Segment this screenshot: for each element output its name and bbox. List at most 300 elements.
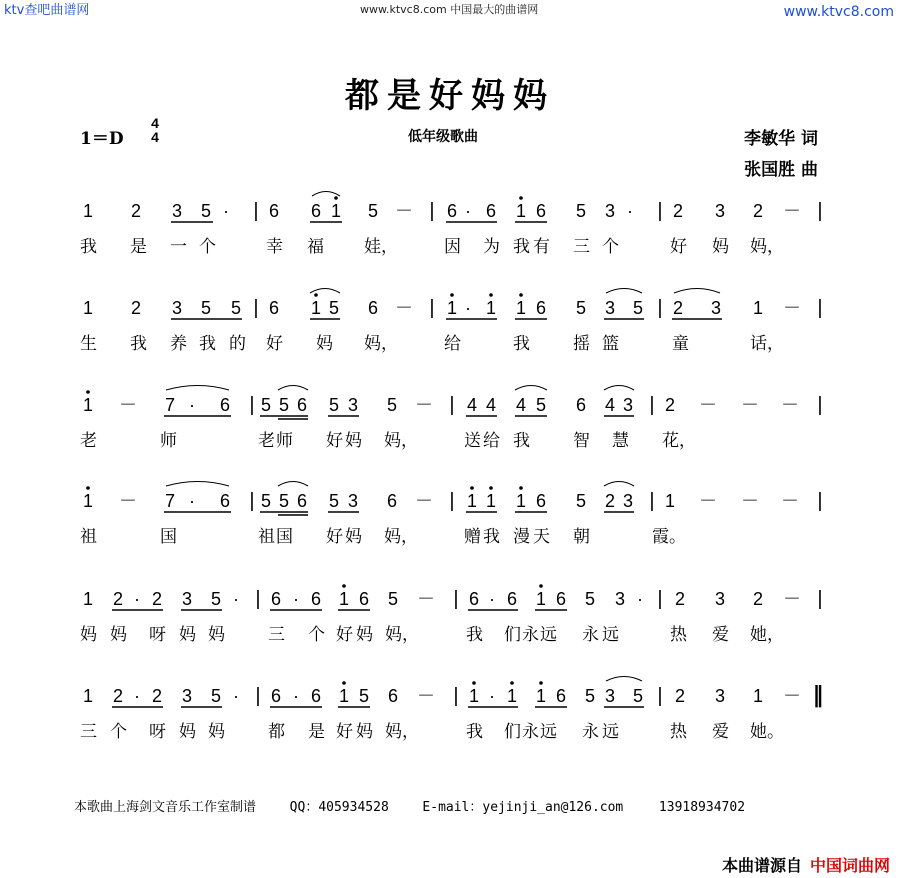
lyric: 三 xyxy=(268,625,285,645)
note: 1 xyxy=(466,491,478,511)
note: 6 xyxy=(535,201,547,221)
lyric: 养 xyxy=(170,334,187,354)
lyric: 老 xyxy=(258,431,275,451)
lyric: 妈 xyxy=(208,722,225,742)
lyric: 好 xyxy=(336,625,353,645)
dash: － xyxy=(415,395,433,415)
note: 5 xyxy=(584,686,596,706)
note: 1 xyxy=(82,298,94,318)
note: 6 xyxy=(575,395,587,415)
time-signature-top: 4 xyxy=(151,115,159,131)
dash: － xyxy=(395,298,413,318)
slur xyxy=(606,289,642,294)
note: 6 xyxy=(555,589,567,609)
lyric: 给 xyxy=(483,431,500,451)
slur xyxy=(515,386,547,391)
high-octave-dot xyxy=(334,196,338,200)
note: 6 xyxy=(358,589,370,609)
note: 5 xyxy=(200,298,212,318)
note: 1 xyxy=(82,395,94,415)
lyric: 师 xyxy=(160,431,177,451)
lyric: 妈， xyxy=(384,431,418,451)
time-signature-bottom: 4 xyxy=(151,129,159,145)
lyric: 花， xyxy=(662,431,696,451)
note: 3 xyxy=(622,395,634,415)
note: 6 xyxy=(446,201,458,221)
lyric: 送 xyxy=(464,431,481,451)
note: 1 xyxy=(446,298,458,318)
lyric: 霞。 xyxy=(652,527,686,547)
note: 3 xyxy=(714,589,726,609)
lyric: 热 xyxy=(670,722,687,742)
note: 5 xyxy=(386,395,398,415)
lyric: 慧 xyxy=(612,431,629,451)
slur xyxy=(674,289,720,294)
note: 1 xyxy=(82,686,94,706)
lyric: 赠 xyxy=(464,527,481,547)
high-octave-dot xyxy=(86,486,90,490)
lyric: 国 xyxy=(276,527,293,547)
note: 3 xyxy=(604,686,616,706)
augmentation-dot: · xyxy=(627,201,633,221)
lyric: 一 xyxy=(170,237,187,257)
note: 2 xyxy=(752,589,764,609)
lyricist-credit: 李敏华 词 xyxy=(744,129,818,149)
system-2 xyxy=(80,289,823,355)
note: 4 xyxy=(485,395,497,415)
high-octave-dot xyxy=(519,196,523,200)
lyric: 她， xyxy=(750,625,784,645)
note: 6 xyxy=(367,298,379,318)
lyric: 妈 xyxy=(179,722,196,742)
note: 3 xyxy=(181,589,193,609)
note: 6 xyxy=(386,491,398,511)
source-prefix: 本曲谱源自 xyxy=(721,856,802,875)
lyric: 我 xyxy=(466,625,483,645)
barline: | xyxy=(817,200,823,222)
lyric: 智 xyxy=(573,431,590,451)
slur xyxy=(312,192,340,197)
note: 2 xyxy=(664,395,676,415)
lyric: 远 xyxy=(540,625,557,645)
lyric: 好 xyxy=(266,334,283,354)
lyric: 三 xyxy=(573,237,590,257)
watermark-right[interactable]: www.ktvc8.com xyxy=(783,4,894,20)
lyric: 话， xyxy=(750,334,784,354)
note: 4 xyxy=(466,395,478,415)
lyric: 远 xyxy=(540,722,557,742)
barline: | xyxy=(649,394,655,416)
lyric: 师 xyxy=(276,431,293,451)
lyric: 妈， xyxy=(385,722,419,742)
note: 1 xyxy=(752,298,764,318)
high-octave-dot xyxy=(86,390,90,394)
note: 1 xyxy=(506,686,518,706)
note: 3 xyxy=(181,686,193,706)
note: 2 xyxy=(672,201,684,221)
slur xyxy=(310,289,340,294)
augmentation-dot: · xyxy=(189,491,195,511)
note: 6 xyxy=(268,298,280,318)
lyric: 我 xyxy=(483,527,500,547)
watermark-center[interactable]: www.ktvc8.com 中国最大的曲谱网 xyxy=(360,3,539,16)
lyric: 我 xyxy=(513,431,530,451)
lyric: 好 xyxy=(326,527,343,547)
augmentation-dot: · xyxy=(293,589,299,609)
footer-studio: 本歌曲上海剑文音乐工作室制谱 xyxy=(74,800,257,815)
dash: － xyxy=(417,686,435,706)
dash: － xyxy=(417,589,435,609)
augmentation-dot: · xyxy=(465,298,471,318)
barline: | xyxy=(449,394,455,416)
lyric: 妈 xyxy=(345,431,362,451)
lyric: 妈， xyxy=(385,625,419,645)
augmentation-dot: · xyxy=(465,201,471,221)
lyric: 妈 xyxy=(356,625,373,645)
high-octave-dot xyxy=(489,486,493,490)
note: 5 xyxy=(328,491,340,511)
note: 1 xyxy=(485,298,497,318)
note: 1 xyxy=(82,491,94,511)
note: 2 xyxy=(672,298,684,318)
dash: － xyxy=(119,491,137,511)
high-octave-dot xyxy=(539,584,543,588)
note: 5 xyxy=(278,395,290,415)
note: 5 xyxy=(328,395,340,415)
note: 1 xyxy=(338,686,350,706)
note: 5 xyxy=(632,298,644,318)
note: 5 xyxy=(387,589,399,609)
note: 6 xyxy=(310,201,322,221)
system-4 xyxy=(80,482,823,548)
lyric: 好 xyxy=(670,237,687,257)
lyric: 我 xyxy=(80,237,97,257)
lyric: 妈 xyxy=(179,625,196,645)
lyric: 我 xyxy=(513,237,530,257)
lyric: 们 xyxy=(504,625,521,645)
note: 6 xyxy=(219,491,231,511)
lyric: 呀 xyxy=(149,625,166,645)
barline: | xyxy=(253,200,259,222)
system-1 xyxy=(80,192,823,258)
dash: － xyxy=(395,201,413,221)
barline: | xyxy=(649,490,655,512)
note: 3 xyxy=(622,491,634,511)
note: 1 xyxy=(664,491,676,511)
lyric: 天 xyxy=(533,527,550,547)
note: 5 xyxy=(260,395,272,415)
note: 5 xyxy=(358,686,370,706)
lyric: 好 xyxy=(326,431,343,451)
dash: － xyxy=(783,686,801,706)
lyric: 妈 xyxy=(712,237,729,257)
dash: － xyxy=(741,491,759,511)
note: 6 xyxy=(310,589,322,609)
note: 7 xyxy=(164,395,176,415)
lyric: 永 xyxy=(582,625,599,645)
note: 5 xyxy=(210,589,222,609)
slur xyxy=(604,482,634,487)
augmentation-dot: · xyxy=(223,201,229,221)
high-octave-dot xyxy=(539,681,543,685)
barline: | xyxy=(429,200,435,222)
note: 5 xyxy=(575,491,587,511)
note: 3 xyxy=(604,298,616,318)
barline: | xyxy=(249,394,255,416)
barline: | xyxy=(429,297,435,319)
slur xyxy=(166,482,229,487)
dash: － xyxy=(741,395,759,415)
lyric: 的 xyxy=(229,334,246,354)
slur xyxy=(604,386,634,391)
note: 5 xyxy=(230,298,242,318)
lyric: 妈 xyxy=(110,625,127,645)
note: 1 xyxy=(82,589,94,609)
high-octave-dot xyxy=(450,293,454,297)
barline: | xyxy=(453,685,459,707)
note: 3 xyxy=(714,686,726,706)
high-octave-dot xyxy=(470,486,474,490)
slur xyxy=(278,386,308,391)
dash: － xyxy=(119,395,137,415)
note: 3 xyxy=(714,201,726,221)
note: 3 xyxy=(614,589,626,609)
lyric: 个 xyxy=(110,722,127,742)
system-3 xyxy=(80,386,823,452)
lyric: 我 xyxy=(466,722,483,742)
barline: | xyxy=(657,685,663,707)
high-octave-dot xyxy=(489,293,493,297)
barline: | xyxy=(657,297,663,319)
note: 1 xyxy=(535,686,547,706)
lyric: 都 xyxy=(268,722,285,742)
song-title: 都是好妈妈 xyxy=(345,76,555,116)
dash: － xyxy=(781,395,799,415)
augmentation-dot: · xyxy=(293,686,299,706)
slur xyxy=(166,386,229,391)
lyric: 老 xyxy=(80,431,97,451)
lyric: 给 xyxy=(444,334,461,354)
lyric: 好 xyxy=(336,722,353,742)
lyric: 祖 xyxy=(80,527,97,547)
lyric: 妈 xyxy=(345,527,362,547)
note: 1 xyxy=(535,589,547,609)
high-octave-dot xyxy=(519,293,523,297)
lyric: 妈 xyxy=(208,625,225,645)
high-octave-dot xyxy=(510,681,514,685)
lyric: 娃， xyxy=(364,237,398,257)
lyric: 热 xyxy=(670,625,687,645)
augmentation-dot: · xyxy=(489,686,495,706)
note: 6 xyxy=(535,491,547,511)
note: 5 xyxy=(200,201,212,221)
barline: | xyxy=(253,297,259,319)
lyric: 摇 xyxy=(573,334,590,354)
note: 7 xyxy=(164,491,176,511)
dash: － xyxy=(415,491,433,511)
lyric: 个 xyxy=(199,237,216,257)
note: 6 xyxy=(535,298,547,318)
source-site-link[interactable]: 中国词曲网 xyxy=(809,856,890,875)
lyric: 永 xyxy=(582,722,599,742)
high-octave-dot xyxy=(472,681,476,685)
lyric: 个 xyxy=(602,237,619,257)
barline: | xyxy=(449,490,455,512)
augmentation-dot: · xyxy=(637,589,643,609)
note: 1 xyxy=(338,589,350,609)
note: 6 xyxy=(270,589,282,609)
lyric: 福 xyxy=(307,237,324,257)
barline: | xyxy=(657,588,663,610)
lyric: 童 xyxy=(672,334,689,354)
note: 6 xyxy=(296,395,308,415)
note: 2 xyxy=(112,686,124,706)
note: 1 xyxy=(515,298,527,318)
note: 1 xyxy=(515,491,527,511)
note: 1 xyxy=(485,491,497,511)
note: 1 xyxy=(310,298,322,318)
augmentation-dot: · xyxy=(233,589,239,609)
note: 3 xyxy=(710,298,722,318)
augmentation-dot: · xyxy=(134,686,140,706)
note: 3 xyxy=(171,298,183,318)
augmentation-dot: · xyxy=(189,395,195,415)
source-credit xyxy=(722,853,890,876)
note: 1 xyxy=(82,201,94,221)
footer-qq: QQ：405934528 xyxy=(289,800,389,815)
lyric: 妈 xyxy=(316,334,333,354)
note: 4 xyxy=(604,395,616,415)
note: 2 xyxy=(151,686,163,706)
footer-credits xyxy=(74,796,745,815)
note: 2 xyxy=(112,589,124,609)
footer-phone: 13918934702 xyxy=(658,800,746,815)
note: 6 xyxy=(468,589,480,609)
note: 5 xyxy=(278,491,290,511)
note: 5 xyxy=(210,686,222,706)
composer-credit: 张国胜 曲 xyxy=(744,160,818,180)
note: 3 xyxy=(604,201,616,221)
lyric: 祖 xyxy=(258,527,275,547)
barline: | xyxy=(255,588,261,610)
high-octave-dot xyxy=(314,293,318,297)
note: 2 xyxy=(752,201,764,221)
lyric: 妈， xyxy=(750,237,784,257)
lyric: 爱 xyxy=(712,625,729,645)
lyric: 永 xyxy=(522,722,539,742)
note: 5 xyxy=(367,201,379,221)
note: 2 xyxy=(674,589,686,609)
final-barline: ‖ xyxy=(812,683,824,708)
slur xyxy=(606,677,642,682)
lyric: 妈 xyxy=(356,722,373,742)
note: 1 xyxy=(330,201,342,221)
note: 6 xyxy=(310,686,322,706)
lyric: 爱 xyxy=(712,722,729,742)
lyric: 国 xyxy=(160,527,177,547)
slur xyxy=(278,482,308,487)
dash: － xyxy=(783,298,801,318)
lyric: 她。 xyxy=(750,722,784,742)
lyric: 远 xyxy=(602,625,619,645)
lyric: 我 xyxy=(199,334,216,354)
high-octave-dot xyxy=(342,681,346,685)
note: 5 xyxy=(575,298,587,318)
lyric: 们 xyxy=(504,722,521,742)
dash: － xyxy=(783,589,801,609)
lyric: 有 xyxy=(533,237,550,257)
note: 6 xyxy=(268,201,280,221)
song-subtitle: 低年级歌曲 xyxy=(408,129,478,145)
lyric: 妈 xyxy=(80,625,97,645)
augmentation-dot: · xyxy=(134,589,140,609)
lyric: 是 xyxy=(308,722,325,742)
key-signature: 1＝D xyxy=(80,129,124,149)
dash: － xyxy=(699,491,717,511)
barline: | xyxy=(817,394,823,416)
barline: | xyxy=(817,588,823,610)
lyric: 是 xyxy=(130,237,147,257)
note: 6 xyxy=(219,395,231,415)
dash: － xyxy=(699,395,717,415)
footer-email[interactable]: E-mail：yejinji_an@126.com xyxy=(422,800,624,815)
system-5 xyxy=(80,584,823,645)
dash: － xyxy=(781,491,799,511)
lyric: 朝 xyxy=(573,527,590,547)
lyric: 幸 xyxy=(266,237,283,257)
high-octave-dot xyxy=(342,584,346,588)
lyric: 呀 xyxy=(149,722,166,742)
barline: | xyxy=(249,490,255,512)
lyric: 三 xyxy=(80,722,97,742)
note: 6 xyxy=(387,686,399,706)
note: 5 xyxy=(328,298,340,318)
lyric: 我 xyxy=(513,334,530,354)
watermark-left[interactable]: ktv查吧曲谱网 xyxy=(4,3,90,18)
lyric: 妈， xyxy=(384,527,418,547)
note: 2 xyxy=(130,201,142,221)
note: 2 xyxy=(130,298,142,318)
note: 1 xyxy=(752,686,764,706)
barline: | xyxy=(453,588,459,610)
lyric: 我 xyxy=(130,334,147,354)
note: 5 xyxy=(260,491,272,511)
lyric: 为 xyxy=(483,237,500,257)
note: 6 xyxy=(485,201,497,221)
system-6 xyxy=(80,677,824,743)
lyric: 生 xyxy=(80,334,97,354)
note: 3 xyxy=(347,395,359,415)
augmentation-dot: · xyxy=(489,589,495,609)
note: 2 xyxy=(151,589,163,609)
lyric: 个 xyxy=(308,625,325,645)
note: 5 xyxy=(575,201,587,221)
note: 6 xyxy=(296,491,308,511)
barline: | xyxy=(817,490,823,512)
lyric: 漫 xyxy=(513,527,530,547)
note: 6 xyxy=(555,686,567,706)
high-octave-dot xyxy=(519,486,523,490)
barline: | xyxy=(657,200,663,222)
note: 6 xyxy=(270,686,282,706)
lyric: 远 xyxy=(602,722,619,742)
note: 4 xyxy=(515,395,527,415)
dash: － xyxy=(783,201,801,221)
note: 3 xyxy=(347,491,359,511)
lyric: 永 xyxy=(522,625,539,645)
note: 1 xyxy=(468,686,480,706)
note: 1 xyxy=(515,201,527,221)
